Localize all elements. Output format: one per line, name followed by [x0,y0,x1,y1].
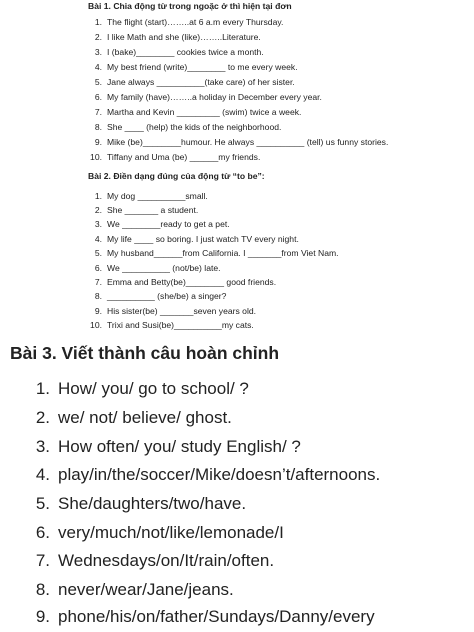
exercise-1-item [86,151,260,164]
item-number: 4. [94,62,102,72]
item-number: 9. [35,607,50,626]
item-number: 8. [35,580,50,599]
exercise-3-item [30,548,274,574]
item-text: My family (have)……..a holiday in December every year. [107,92,322,102]
item-number: 1. [35,379,50,398]
item-number: 3. [94,219,102,229]
item-text: His sister(be) _______seven years old. [107,306,257,316]
item-number: 5. [94,248,102,258]
exercise-3-item [30,376,249,402]
item-text: My best friend (write)________ to me every week. [107,62,298,72]
item-text: never/wear/Jane/jeans. [58,580,234,599]
exercise-1-title: Bài 1. Chia động từ trong ngoặc ở thì hiện tại đơn [88,1,292,11]
item-number: 9. [94,137,102,147]
exercise-2-item [86,218,230,231]
item-number: 3. [94,47,102,57]
item-number: 2. [35,408,50,427]
item-text: I (bake)________ cookies twice a month. [107,47,264,57]
exercise-2-item [86,276,276,289]
item-number: 10. [90,152,102,162]
exercise-1-item [86,61,298,74]
exercise-2-item [86,204,198,217]
exercise-2-item [86,305,256,318]
item-number: 9. [94,306,102,316]
item-text: I like Math and she (like)……..Literature. [107,32,261,42]
item-text: She/daughters/two/have. [58,494,247,513]
item-text: She ____ (help) the kids of the neighborhood. [107,122,282,132]
item-number: 1. [94,191,102,201]
exercise-2-item [86,262,221,275]
exercise-1-item [86,121,281,134]
item-text: We __________ (not/be) late. [107,263,221,273]
exercise-3-item [30,462,380,488]
item-text: My dog __________small. [107,191,208,201]
item-text: Wednesdays/on/It/rain/often. [58,551,275,570]
item-text: She _______ a student. [107,205,199,215]
item-number: 10. [90,320,102,330]
item-text: we/ not/ believe/ ghost. [58,408,232,427]
item-text: play/in/the/soccer/Mike/doesn’t/afternoons. [58,465,381,484]
exercise-1-item [86,46,264,59]
exercise-2-item [86,190,208,203]
item-number: 6. [35,523,50,542]
item-number: 8. [94,291,102,301]
item-text: My husband______from California. I _______from Viet Nam. [107,248,339,258]
item-text: Trixi and Susi(be)__________my cats. [107,320,254,330]
exercise-3-item [30,520,284,546]
exercise-2-item [86,233,299,246]
item-text: How often/ you/ study English/ ? [58,437,301,456]
exercise-1-item [86,31,261,44]
exercise-1-item [86,16,283,29]
item-text: We ________ready to get a pet. [107,219,230,229]
exercise-2-title: Bài 2. Điền dạng đúng của động từ “to be”: [88,171,265,181]
item-number: 5. [94,77,102,87]
exercise-3-item [30,405,232,431]
exercise-1-item [86,76,295,89]
exercise-3-title: Bài 3. Viết thành câu hoàn chỉnh [10,343,280,363]
exercise-1-item [86,106,301,119]
item-text: Emma and Betty(be)________ good friends. [107,277,277,287]
exercise-2-item [86,290,226,303]
item-text: Jane always __________(take care) of her sister. [107,77,295,87]
item-number: 8. [94,122,102,132]
item-text: __________ (she/be) a singer? [107,291,227,301]
item-number: 5. [35,494,50,513]
item-text: How/ you/ go to school/ ? [58,379,249,398]
item-number: 2. [94,205,102,215]
exercise-3-item [30,577,234,603]
item-text: Martha and Kevin _________ (swim) twice a week. [107,107,302,117]
item-number: 6. [94,263,102,273]
item-text: Tiffany and Uma (be) ______my friends. [107,152,261,162]
exercise-2-item [86,319,254,332]
item-number: 1. [94,17,102,27]
item-text: Mike (be)________humour. He always __________ (tell) us funny stories. [107,137,389,147]
item-number: 4. [94,234,102,244]
item-number: 7. [94,277,102,287]
item-text: My life ____ so boring. I just watch TV every night. [107,234,299,244]
exercise-3-item [30,604,375,630]
exercise-1-item [86,91,322,104]
item-number: 7. [35,551,50,570]
item-number: 2. [94,32,102,42]
exercise-3-item [30,434,301,460]
item-number: 3. [35,437,50,456]
exercise-2-item [86,247,339,260]
item-number: 4. [35,465,50,484]
item-number: 6. [94,92,102,102]
item-text: phone/his/on/father/Sundays/Danny/every [58,607,375,626]
item-text: very/much/not/like/lemonade/I [58,523,284,542]
exercise-1-item [86,136,388,149]
item-text: The flight (start)……..at 6 a.m every Thursday. [107,17,284,27]
item-number: 7. [94,107,102,117]
exercise-3-item [30,491,246,517]
